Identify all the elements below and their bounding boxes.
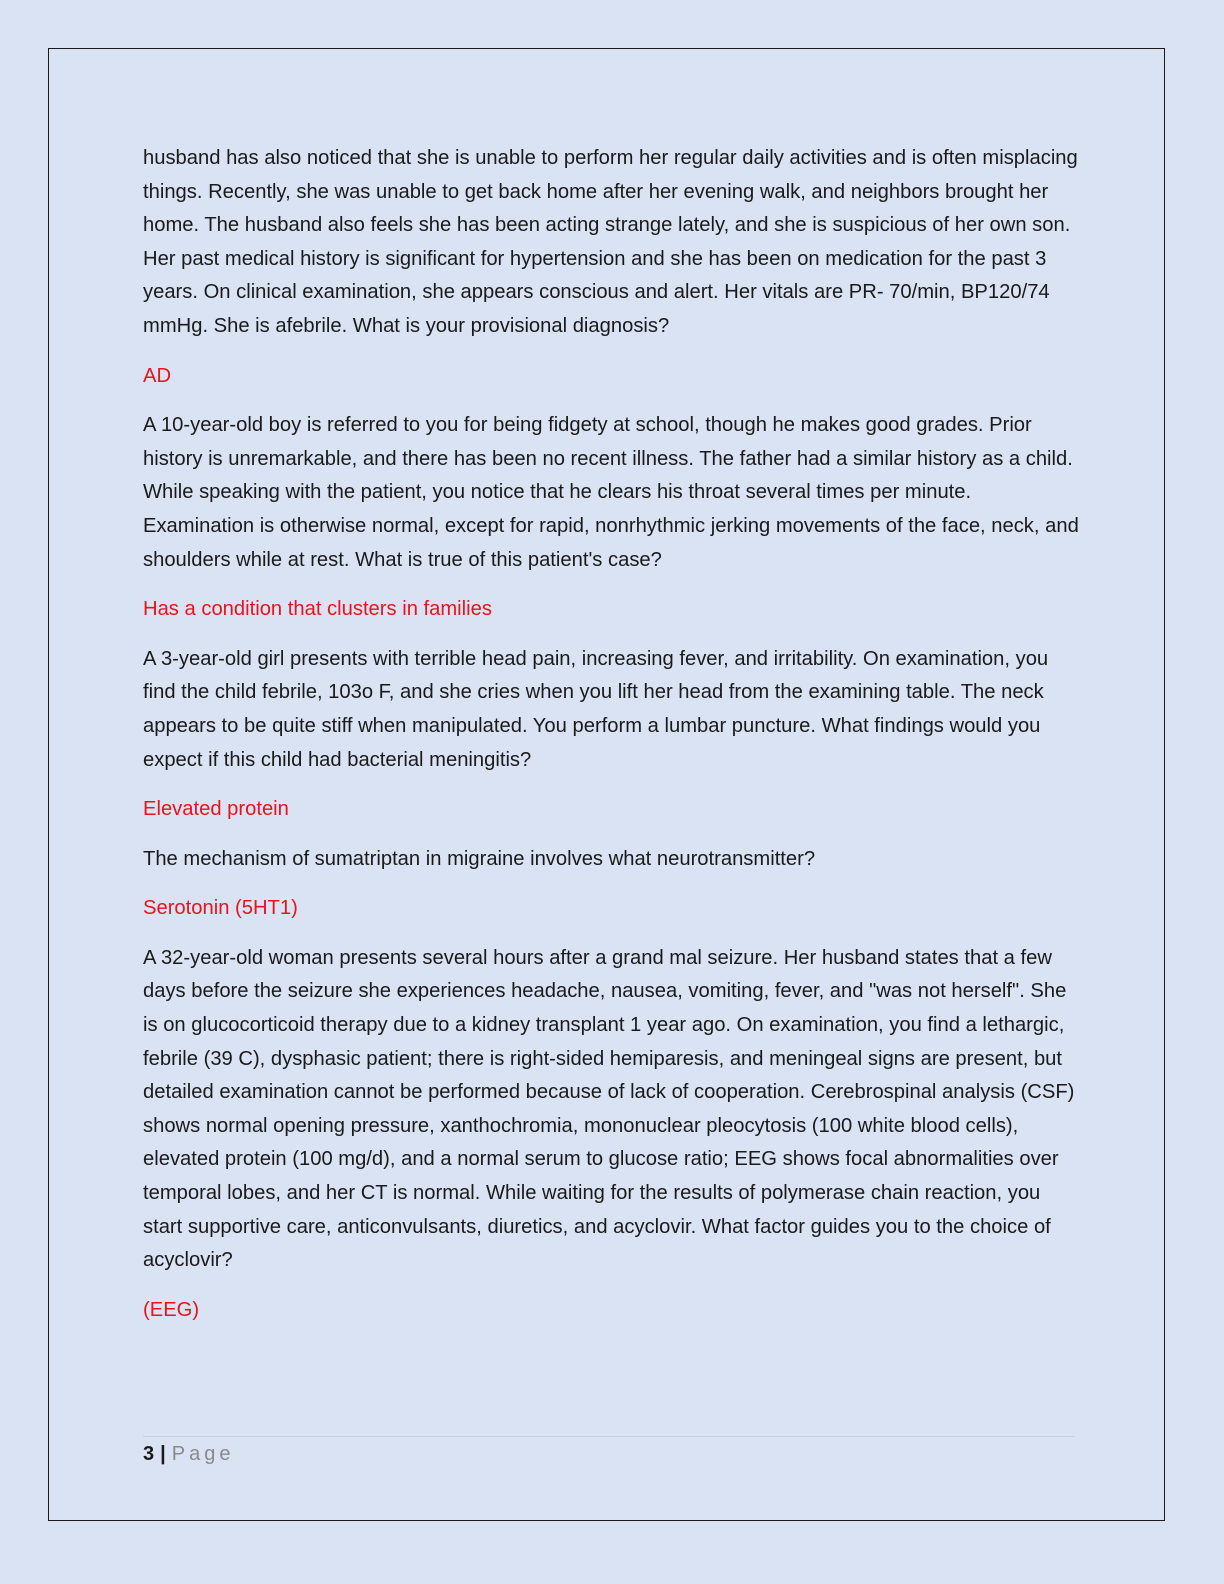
question-paragraph: The mechanism of sumatriptan in migraine involves what neurotransmitter? [143,847,816,870]
question-paragraph: A 3-year-old girl presents with terrible head pain, increasing fever, and irritability. On examination, you find the child febrile, 103o F, and she cries when you lift her head from the examining table. The neck appears to be quite stiff when manipulated. You perform a lumbar puncture. What findings would you expect if this child had bacterial meningitis? [143,647,1049,771]
footer-separator: | [160,1443,166,1465]
answer-text: AD [143,364,172,387]
answer-text: Has a condition that clusters in families [143,598,492,621]
question-paragraph: husband has also noticed that she is unable to perform her regular daily activities and is often misplacing things. Recently, she was unable to get back home after her evening walk, and neighbors brought her home. The husband also feels she has been acting strange lately, and she is suspicious of her own son. Her past medical history is significant for hypertension and she has been on medication for the past 3 years. On clinical examination, she appears conscious and alert. Her vitals are PR- 70/min, BP120/74 mmHg. She is afebrile. What is your provisional diagnosis? [143,147,1078,337]
question-paragraph: A 10-year-old boy is referred to you for being fidgety at school, though he makes good grades. Prior history is unremarkable, and there has been no recent illness. The father had a similar history as a child. While speaking with the patient, you notice that he clears his throat several times per minute. Examination is otherwise normal, except for rapid, nonrhythmic jerking movements of the face, neck, and shoulders while at rest. What is true of this patient's case? [143,414,1079,571]
footer-divider [143,1436,1074,1437]
page-number: 3 [143,1443,155,1465]
answer-text: Elevated protein [143,798,289,821]
page-footer [143,1441,234,1467]
answer-text: Serotonin (5HT1) [143,897,298,920]
answer-text: (EEG) [143,1298,200,1321]
document-body [143,142,1083,1343]
question-paragraph: A 32-year-old woman presents several hours after a grand mal seizure. Her husband states that a few days before the seizure she experiences headache, nausea, vomiting, fever, and "was not herself". She is on glucocorticoid therapy due to a kidney transplant 1 year ago. On examination, you find a lethargic, febrile (39 C), dysphasic patient; there is right-sided hemiparesis, and meningeal signs are present, but detailed examination cannot be performed because of lack of cooperation. Cerebrospinal analysis (CSF) shows normal opening pressure, xanthochromia, mononuclear pleocytosis (100 white blood cells), elevated protein (100 mg/d), and a normal serum to glucose ratio; EEG shows focal abnormalities over temporal lobes, and her CT is normal. While waiting for the results of polymerase chain reaction, you start supportive care, anticonvulsants, diuretics, and acyclovir. What factor guides you to the choice of acyclovir? [143,946,1075,1272]
page-label: Page [171,1443,235,1465]
